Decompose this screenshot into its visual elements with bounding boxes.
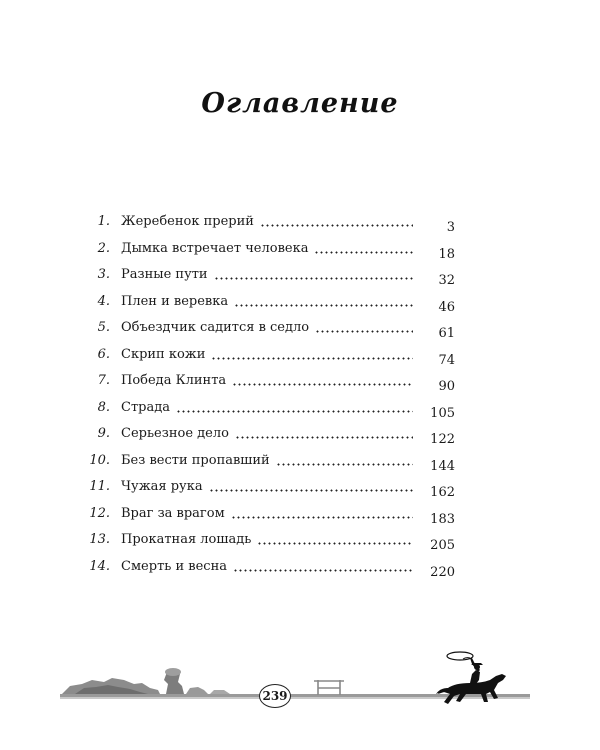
chapter-number: 9.: [97, 426, 110, 441]
dot-leader: [257, 542, 413, 545]
page-ref: 220: [430, 564, 455, 580]
toc-entry: [0, 371, 600, 393]
toc-entry: [0, 451, 600, 473]
chapter-number: 13.: [89, 532, 110, 547]
page-number: 239: [259, 684, 291, 708]
page-ref: 18: [438, 246, 455, 262]
page-title: Оглавление: [201, 88, 399, 119]
page-ref: 144: [430, 458, 455, 474]
dot-leader: [209, 489, 413, 492]
dot-leader: [235, 436, 413, 439]
footer-illustration: [0, 650, 600, 710]
chapter-title: Дымка встречает человека: [121, 241, 312, 256]
chapter-title: Смерть и весна: [121, 559, 231, 574]
dot-leader: [233, 569, 413, 572]
toc-entry: [0, 530, 600, 552]
chapter-number: 3.: [97, 267, 110, 282]
toc-entry: [0, 292, 600, 314]
toc-entry: [0, 345, 600, 367]
dot-leader: [176, 410, 413, 413]
page-ref: 3: [446, 220, 455, 235]
page-ref: 46: [438, 299, 455, 315]
toc-entry: [0, 424, 600, 446]
toc-entry: [0, 212, 600, 234]
dot-leader: [276, 463, 413, 466]
chapter-title: Жеребенок прерий: [121, 214, 258, 229]
toc-entry: [0, 318, 600, 340]
chapter-title: Без вести пропавший: [121, 453, 274, 468]
dot-leader: [260, 224, 413, 227]
prairie-landscape-icon: [0, 650, 600, 710]
chapter-number: 8.: [97, 399, 110, 415]
chapter-number: 4.: [97, 293, 110, 309]
chapter-title: Враг за врагом: [121, 506, 229, 521]
chapter-title: Скрип кожи: [121, 347, 209, 362]
toc-entry: [0, 504, 600, 526]
chapter-number: 11.: [89, 479, 110, 494]
toc-entry: [0, 477, 600, 499]
dot-leader: [214, 277, 413, 280]
dot-leader: [231, 516, 413, 519]
dot-leader: [314, 251, 413, 254]
chapter-title: Победа Клинта: [121, 373, 230, 388]
toc-entry: [0, 398, 600, 420]
page-ref: 32: [438, 273, 455, 288]
page-ref: 183: [430, 511, 455, 527]
dot-leader: [315, 330, 413, 333]
page-ref: 74: [438, 352, 455, 368]
dot-leader: [211, 357, 413, 360]
page-ref: 162: [430, 485, 455, 500]
chapter-number: 2.: [97, 240, 110, 256]
page-ref: 90: [438, 379, 455, 394]
chapter-title: Страда: [121, 400, 174, 415]
chapter-title: Объездчик садится в седло: [121, 320, 313, 335]
toc-entry: [0, 239, 600, 261]
chapter-number: 1.: [97, 214, 110, 229]
page-ref: 61: [438, 326, 455, 341]
chapter-title: Чужая рука: [121, 479, 207, 494]
toc-entry: [0, 265, 600, 287]
page-ref: 105: [430, 405, 455, 421]
page-ref: 205: [430, 538, 455, 553]
chapter-title: Серьезное дело: [121, 426, 233, 441]
chapter-title: Плен и веревка: [121, 294, 232, 309]
dot-leader: [234, 304, 413, 307]
chapter-number: 10.: [89, 452, 110, 468]
chapter-title: Прокатная лошадь: [121, 532, 255, 547]
chapter-title: Разные пути: [121, 267, 212, 282]
dot-leader: [232, 383, 413, 386]
chapter-number: 7.: [97, 373, 110, 388]
chapter-number: 5.: [97, 320, 110, 335]
chapter-number: 14.: [89, 558, 110, 574]
chapter-number: 12.: [89, 505, 110, 521]
page-ref: 122: [430, 432, 455, 447]
chapter-number: 6.: [97, 346, 110, 362]
toc-entry: [0, 557, 600, 579]
